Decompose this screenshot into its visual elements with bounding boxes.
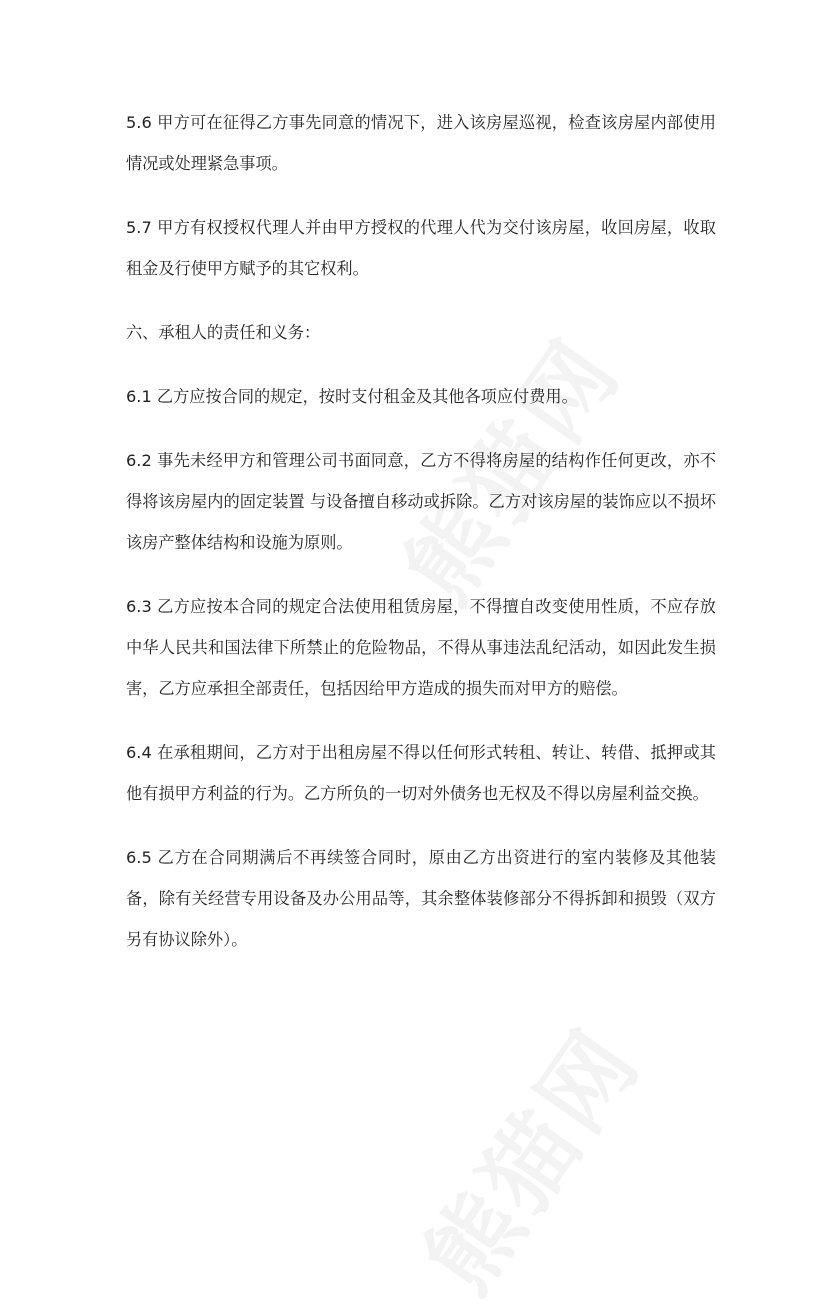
watermark xyxy=(389,998,666,1314)
document-body xyxy=(126,102,716,983)
clause-6-2: 6.2 事先未经甲方和管理公司书面同意，乙方不得将房屋的结构作任何更改，亦不得将该房屋内的固定装置 与设备擅自移动或拆除。乙方对该房屋的装饰应以不损坏该房产整体结构和设施为原则。 xyxy=(126,451,716,552)
clause-6-5: 6.5 乙方在合同期满后不再续签合同时，原由乙方出资进行的室内装修及其他装备，除有关经营专用设备及办公用品等，其余整体装修部分不得拆卸和损毁（双方另有协议除外）。 xyxy=(126,848,716,949)
clause-5-6: 5.6 甲方可在征得乙方事先同意的情况下，进入该房屋巡视，检查该房屋内部使用情况或处理紧急事项。 xyxy=(126,113,716,173)
clause-6-4: 6.4 在承租期间，乙方对于出租房屋不得以任何形式转租、转让、转借、抵押或其他有损甲方利益的行为。乙方所负的一切对外债务也无权及不得以房屋利益交换。 xyxy=(126,743,716,803)
clause-6-3: 6.3 乙方应按本合同的规定合法使用租赁房屋，不得擅自改变使用性质，不应存放中华人民共和国法律下所禁止的危险物品，不得从事违法乱纪活动，如因此发生损害，乙方应承担全部责任，包括因给甲方造成的损失而对甲方的赔偿。 xyxy=(126,597,716,698)
clause-5-7: 5.7 甲方有权授权代理人并由甲方授权的代理人代为交付该房屋，收回房屋，收取租金及行使甲方赋予的其它权利。 xyxy=(126,218,716,278)
section-heading-lessee-duties: 六、承租人的责任和义务： xyxy=(126,323,321,342)
clause-6-1: 6.1 乙方应按合同的规定，按时支付租金及其他各项应付费用。 xyxy=(126,387,578,406)
